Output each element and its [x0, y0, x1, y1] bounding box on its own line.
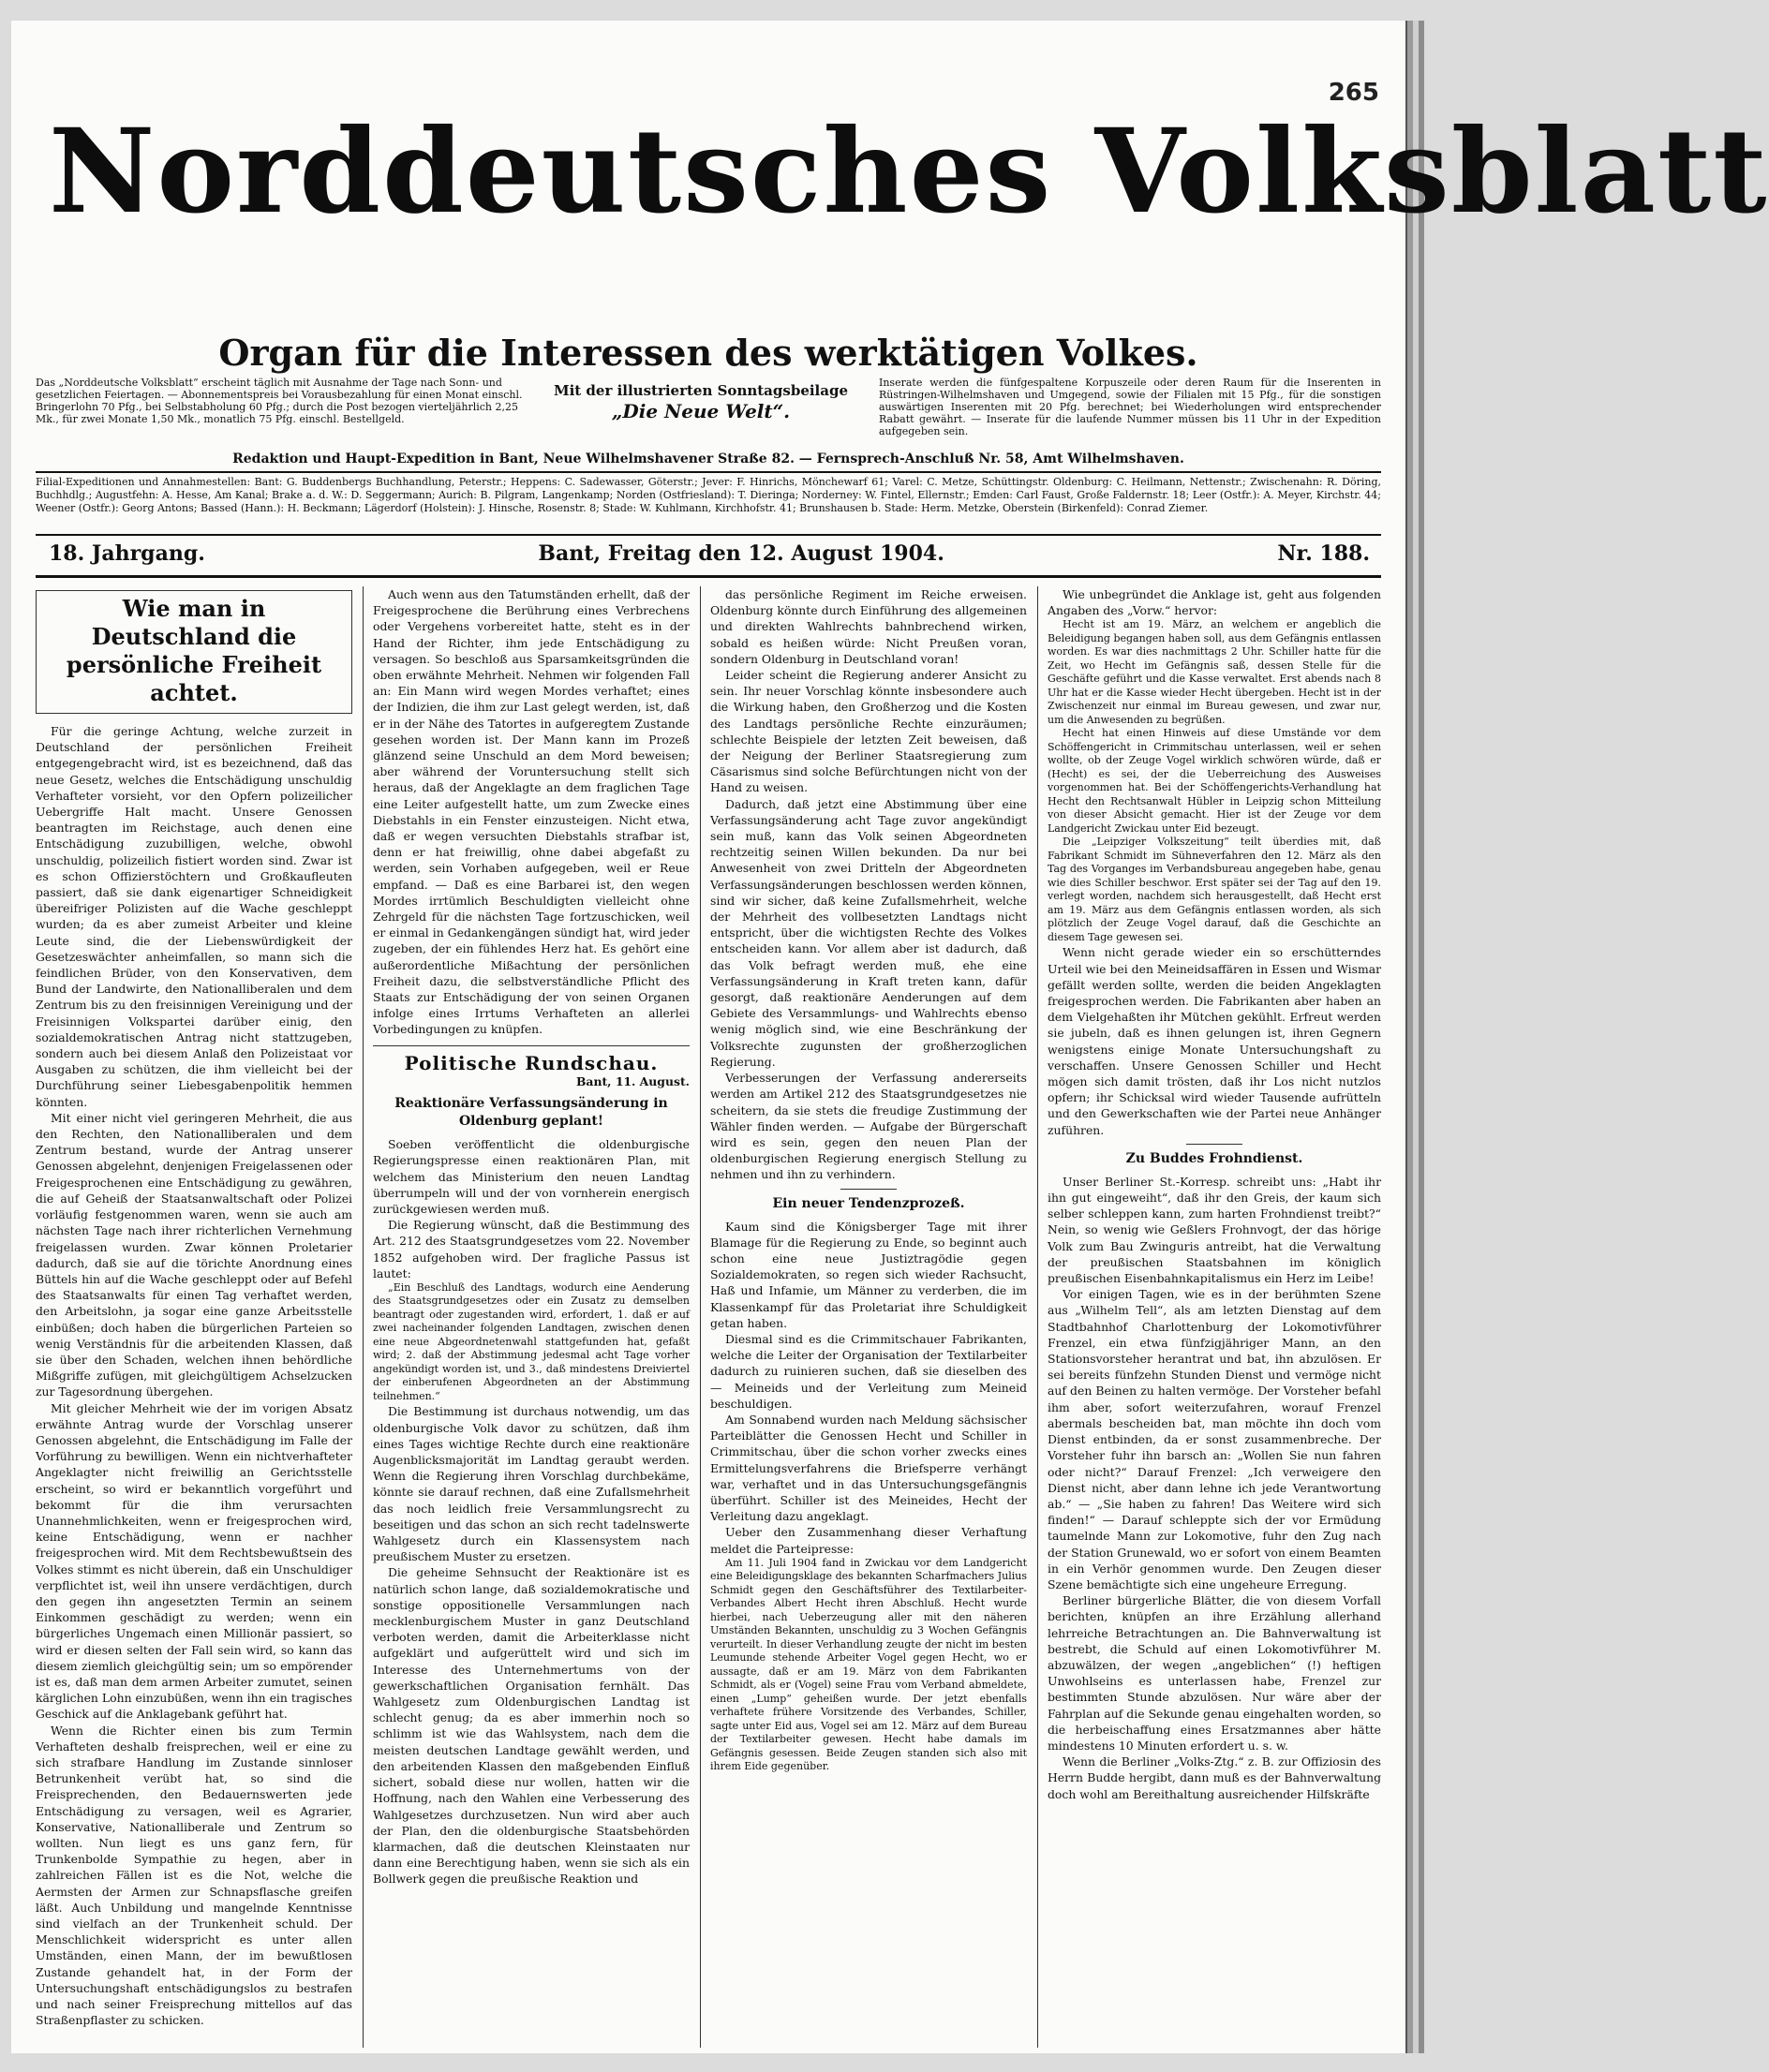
article-quote: Am 11. Juli 1904 fand in Zwickau vor dem Landgericht eine Beleidigungsklage des bekannten Scharfmachers Julius Schmidt gegen den Geschäftsführer des Textilarbeiter-Verbandes Albert Hecht ihren Abschluß. Hecht wurde hierbei, nach Ueberzeugung aller mit den näheren Umständen Bekannten, unschuldig zu 3 Wochen Gefängnis verurteilt. In dieser Verhandlung zeugte der nicht im besten Leumunde stehende Arbeiter Vogel gegen Hecht, wo er aussagte, daß er am 19. März von dem Fabrikanten Schmidt, als er (Vogel) seine Frau vom Verband abmeldete, einen „Lump“ geheißen wurde. Der jetzt ebenfalls verhaftete frühere Vorsitzende des Verbandes, Schiller, sagte unter Eid aus, Vogel sei am 12. März auf dem Bureau der Textilarbeiter gewesen. Hecht habe damals im Gefängnis gesessen. Beide Zeugen standen sich also mit ihrem Eide gegenüber.	[710, 1556, 1027, 1773]
supplement-title: „Die Neue Welt“.	[611, 400, 791, 422]
article-paragraph: das persönliche Regiment im Reiche erweisen. Oldenburg könnte durch Einführung des allgemeinen und direkten Wahlrechts bahnbrechend wirken, sobald es heißen würde: Nicht Preußen voran, sondern Oldenburg in Deutschland voran!	[710, 587, 1027, 666]
article-headline: Wie man in Deutschland die persönliche Freiheit achtet.	[36, 590, 352, 714]
editorial-address: Redaktion und Haupt-Expedition in Bant, Neue Wilhelmshavener Straße 82. — Fernsprech-Anschluß Nr. 58, Amt Wilhelmshaven.	[232, 451, 1184, 466]
archive-stamp: 265	[1328, 79, 1379, 107]
header-divider	[36, 471, 1381, 473]
issue-date: Bant, Freitag den 12. August 1904.	[538, 541, 944, 566]
article-paragraph: Wenn die Richter einen bis zum Termin Verhafteten deshalb freisprechen, weil er eine zu sich strafbare Handlung im Zustande sinnloser Betrunkenheit verübt hat, so sind die Freisprechenden, den Bedauernswerten jede Entschädigung zu versagen, weil es Agrarier, Konservative, Nationalliberale und Zentrum so wollten. Nun liegt es uns ganz fern, für Trunkenbolde Sympathie zu hegen, aber in zahlreichen Fällen ist es die Not, welche die Aermsten der Armen zur Schnapsflasche greifen läßt. Auch Unbildung und mangelnde Kenntnisse sind vielfach an der Trunkenheit schuld. Der Menschlichkeit widerspricht es unter allen Umständen, einen Mann, der im bewußtlosen Zustande gehandelt hat, in der Form der Untersuchungshaft entschädigungslos zu bestrafen und nach seiner Freisprechung mittellos auf das Straßenpflaster zu schicken.	[36, 1723, 352, 2028]
masthead-info-row	[36, 377, 1381, 451]
article-subheading: Zu Buddes Frohndienst.	[1125, 1150, 1303, 1166]
column-divider	[700, 586, 701, 2048]
article-paragraph: Auch wenn aus den Tatumständen erhellt, daß der Freigesprochene die Berührung eines Verbrechens oder Vergehens vorbereitet hatte, steht es in der Hand der Richter, ihm jede Entschädigung zu versagen. So beschloß aus Sparsamkeitsgründen die oben erwähnte Mehrheit. Nehmen wir folgenden Fall an: Ein Mann wird wegen Mordes verhaftet; eines der Indizien, die ihm zur Last gelegt werden, ist, daß er in der Nähe des Tatortes in aufgeregtem Zustande gesehen worden ist. Der Mann kann im Prozeß glänzend seine Unschuld an dem Mord beweisen; aber während der Voruntersuchung stellt sich heraus, daß der Angeklagte an dem fraglichen Tage eine Leiter aufgestellt hatte, um zum Zwecke eines Diebstahls in ein Fenster einzusteigen. Nicht etwa, daß er wegen versuchten Diebstahls strafbar ist, denn er hat freiwillig, ohne dabei abgefaßt zu werden, sein Vorhaben aufgegeben, weil er Reue empfand. — Daß es eine Barbarei ist, den wegen Mordes irrtümlich Beschuldigten vielleicht ohne Zehrgeld für die nächsten Tage fortzuschicken, weil er einmal in Gedankengängen sündigt hat, wird jeder zugeben, der ein fühlendes Herz hat. Es gehört eine außerordentliche Mißachtung der persönlichen Freiheit dazu, die selbstverständliche Pflicht des Staats zur Entschädigung der von seinen Organen infolge eines Irrtums Verhafteten an allerlei Vorbedingungen zu knüpfen.	[373, 587, 690, 1037]
column-1	[36, 586, 352, 2048]
article-paragraph: Verbesserungen der Verfassung andererseits werden am Artikel 212 des Staatsgrundgesetzes nie scheitern, da sie stets die freudige Zustimmung der Wähler finden werden. — Aufgabe der Bürgerschaft wird es sein, gegen den neuen Plan der oldenburgischen Regierung energisch Stellung zu nehmen und ihn zu verhindern.	[710, 1071, 1027, 1182]
column-divider	[363, 586, 364, 2048]
masthead-title: Norddeutsches Volksblatt	[49, 104, 1769, 240]
dateline-top-divider	[36, 534, 1381, 536]
article-paragraph: Diesmal sind es die Crimmitschauer Fabrikanten, welche die Leiter der Organisation der Textilarbeiter dadurch zu ruinieren suchen, daß sie dieselben des — Meineids und der Verleitung zum Meineid beschuldigen.	[710, 1331, 1027, 1411]
subscription-info: Das „Norddeutsche Volksblatt“ erscheint täglich mit Ausnahme der Tage nach Sonn- und gesetzlichen Feiertagen. — Abonnementspreis bei Vorausbezahlung für einen Monat einschl. Bringerlohn 70 Pfg., bei Selbstabholung 60 Pfg.; durch die Post bezogen vierteljährlich 2,25 Mk., für zwei Monate 1,50 Mk., monatlich 75 Pfg. einschl. Bestellgeld.	[36, 377, 523, 425]
article-columns	[36, 586, 1381, 2048]
article-paragraph: Ueber den Zusammenhang dieser Verhaftung meldet die Parteipresse:	[710, 1525, 1027, 1556]
dateline-bottom-divider	[36, 575, 1381, 578]
article-subheading: Ein neuer Tendenzprozeß.	[772, 1195, 965, 1211]
article-paragraph: Leider scheint die Regierung anderer Ansicht zu sein. Ihr neuer Vorschlag könnte insbesondere auch die Wirkung haben, den Großherzog und die Kosten des Landtags persönliche Rechte einzuräumen; schlechte Beispiele der letzten Zeit beweisen, daß der Neigung der Berliner Staatsregierung zum Cäsarismus sind solche Befürchtungen nicht von der Hand zu weisen.	[710, 668, 1027, 795]
article-paragraph: Vor einigen Tagen, wie es in der berühmten Szene aus „Wilhelm Tell“, als am letzten Dienstag auf dem Stadtbahnhof Charlottenburg der Lokomotivführer Frenzel, ein etwa fünfzigjähriger Mann, an den Stationsvorsteher herantrat und bat, ihn abzulösen. Er sei bereits fünfzehn Stunden Dienst und vermöge nicht auf den Beinen zu halten vermöge. Der Vorsteher befahl ihm aber, sofort weiterzufahren, worauf Frenzel abermals bescheiden bat, man möchte ihn doch vom Dienst entbinden, da er sonst zusammenbreche. Der Vorsteher fuhr ihn barsch an: „Wollen Sie nun fahren oder nicht?“ Darauf Frenzel: „Ich verweigere den Dienst nicht, aber dann lehne ich jede Verantwortung ab.“ — „Sie haben zu fahren! Das Weitere wird sich finden!“ — Darauf schleppte sich der vor Ermüdung taumelnde Mann zur Lokomotive, fuhr den Zug nach der Station Grunewald, wo er sofort von einem Beamten in ein Verhör genommen wurde. Den Zeugen dieser Szene bemächtigte sich eine ungeheure Erregung.	[1048, 1287, 1381, 1591]
article-quote: „Ein Beschluß des Landtags, wodurch eine Aenderung des Staatsgrundgesetzes oder ein Zusatz zu demselben beantragt oder zugestanden wird, erfordert, 1. daß er auf zwei nacheinander folgenden Landtagen, zwischen denen eine neue Abgeordnetenwahl stattgefunden hat, gefaßt wird; 2. daß der Abstimmung jedesmal acht Tage vorher angekündigt worden ist, und 3., daß mindestens Dreiviertel der einberufenen Abgeordneten an der Abstimmung teilnehmen.“	[373, 1280, 690, 1402]
article-quote: Hecht ist am 19. März, an welchem er angeblich die Beleidigung begangen haben soll, aus dem Gefängnis entlassen worden. Es war dies nachmittags 2 Uhr. Schiller hatte für die Zeit, wo Hecht im Gefängnis saß, dessen Stelle für die Geschäfte geführt und die Kasse verwaltet. Erst abends nach 8 Uhr hat er die Kasse wieder Hecht übergeben. Hecht ist in der Zwischenzeit nur einmal im Bureau gewesen, und zwar nur, um die Anwesenden zu begrüßen.	[1048, 618, 1381, 726]
newspaper-page	[11, 21, 1769, 2053]
article-subheading: Reaktionäre Verfassungsänderung in Oldenburg geplant!	[394, 1096, 668, 1130]
article-paragraph: Für die geringe Achtung, welche zurzeit in Deutschland der persönlichen Freiheit entgegengebracht wird, ist es bezeichnend, daß das neue Gesetz, welches die Entschädigung unschuldig Verhafteter vorsieht, vor den Opfern polizeilicher Uebergriffe Halt macht. Unsere Genossen beantragten im Reichstage, auch denen eine Entschädigung zuzubilligen, welche, obwohl unschuldig, polizeilich fistiert worden sind. Zwar ist es schon Offizierstöchtern und Großkaufleuten passiert, daß sie dank eigenartiger Schneidigkeit übereifriger Polizisten auf die Wache geschleppt wurden; da es aber zumeist Arbeiter und kleine Leute sind, die der Liebenswürdigkeit der Gesetzeswächter anheimfallen, so mann sich die feindlichen Brüder, von den Konservativen, dem Bund der Landwirte, den Nationalliberalen und dem Zentrum bis zu den freisinnigen Vereinigung und der Freisinnigen Volkspartei darüber einig, den sozialdemokratischen Antrag nicht stattzugeben, sondern auch bei diesem Anlaß den Polizeistaat vor Ausgaben zu schützen, die ihm vielleicht bei der Durchführung seiner Liebesgabenpolitik hemmen könnten.	[36, 724, 352, 1109]
article-quote: Hecht hat einen Hinweis auf diese Umstände vor dem Schöffengericht in Crimmitschau unterlassen, weil er sehen wollte, ob der Zeuge Vogel wirklich schwören würde, daß er (Hecht) es sei, der die Ueberreichung des Ausweises vorgenommen hat. Bei der Schöffengerichts-Verhandlung hat Hecht den Rechtsanwalt Hübler in Leipzig schon Mitteilung von dieser Absicht gemacht. Hier ist der Zeuge vor dem Landgericht Zwickau unter Eid bezeugt.	[1048, 727, 1381, 835]
article-paragraph: Berliner bürgerliche Blätter, die von diesem Vorfall berichten, knüpfen an ihre Erzählung allerhand lehrreiche Betrachtungen an. Die Bahnverwaltung ist bestrebt, die Schuld auf einen Lokomotivführer M. abzuwälzen, der wegen „angeblichen“ (!) heftigen Unwohlseins es unterlassen habe, Frenzel zur bestimmten Stunde abzulösen. Nur wäre aber der Fahrplan auf die Sekunde genau eingehalten worden, so die herbeischaffung eines Ersatzmannes aber hätte mindestens 10 Minuten erfordert u. s. w.	[1048, 1593, 1381, 1753]
issue-number: Nr. 188.	[1277, 541, 1370, 566]
article-paragraph: Mit gleicher Mehrheit wie der im vorigen Absatz erwähnte Antrag wurde der Vorschlag unserer Genossen abgelehnt, die Entschädigung im Falle der Vorführung zu bewilligen. Wenn ein nichtverhafteter Angeklagter nicht freiwillig an Gerichtsstelle erscheint, so wird er bekanntlich vorgeführt und bekommt für die ihm verursachten Unannehmlichkeiten, wenn er freigesprochen wird, keine Entschädigung, wenn er nachher freigesprochen wird. Mit dem Rechtsbewußtsein des Volkes stimmt es nicht überein, daß ein Unschuldiger verpflichtet ist, weil ihn unsere verdächtigen, durch den gegen ihn angesetzten Termin an seinem Einkommen geschädigt zu werden; wenn ein bürgerliches Ungemach einen Millionär passiert, so wird er diesen selten der Fall sein wird, so kann das diesem ziemlich gleichgültig sein; um so empörender ist es, daß man dem armen Arbeiter zumutet, seinen kärglichen Lohn einzubüßen, wenn ihn ein tragisches Geschick auf die Anklagebank geführt hat.	[36, 1400, 352, 1722]
article-paragraph: Unser Berliner St.-Korresp. schreibt uns: „Habt ihr ihn gut eingeweiht“, daß ihr den Greis, der kaum sich selber schleppen kann, zum harten Frohndienst treibt?“ Nein, so wenig wie Geßlers Frohnvogt, der das hörige Volk zum Bau Zwinguris antreibt, hat die Verwaltung der preußischen Staatsbahnen im königlich preußischen Eisenbahnkapitalismus ein Herz im Leibe!	[1048, 1174, 1381, 1286]
column-3	[710, 586, 1027, 2048]
column-2	[373, 586, 690, 2048]
article-paragraph: Soeben veröffentlicht die oldenburgische Regierungspresse einen reaktionären Plan, mit welchem das Ministerium den neuen Landtag überrumpeln will und der von vornherein energisch zurückgewiesen werden muß.	[373, 1137, 690, 1216]
dateline	[49, 541, 1370, 566]
section-dateline: Bant, 11. August.	[575, 1073, 690, 1088]
article-paragraph: Die Bestimmung ist durchaus notwendig, um das oldenburgische Volk davor zu schützen, daß ihm eines Tages wichtige Rechte durch eine reaktionäre Augenblicksmajorität im Landtag geraubt werden. Wenn die Regierung ihren Vorschlag durchbekäme, könnte sie darauf rechnen, daß eine Zufallsmehrheit das noch leidlich freie Versammlungsrecht zu beseitigen und das schon an sich recht tadelnswerte Wahlgesetz durch ein Klassensystem nach preußischem Muster zu ersetzen.	[373, 1404, 690, 1564]
article-paragraph: Kaum sind die Königsberger Tage mit ihrer Blamage für die Regierung zu Ende, so beginnt auch schon eine neue Justiztragödie gegen Sozialdemokraten, so regen sich wieder Rachsucht, Haß und Infamie, um Männer zu verderben, die im Klassenkampf für das Proletariat ihre Schuldigkeit getan haben.	[710, 1219, 1027, 1330]
supplement-info	[523, 377, 879, 451]
supplement-line: Mit der illustrierten Sonntagsbeilage	[553, 382, 849, 399]
article-paragraph: Mit einer nicht viel geringeren Mehrheit, die aus den Rechten, den Nationalliberalen und dem Zentrum bestand, wurde der Antrag unserer Genossen abgelehnt, denjenigen Freigelassenen oder Freigesprochenen eine Entschädigung zu gewähren, die auf Geheiß der Staatsanwaltschaft oder Polizei vorläufig festgenommen waren, wenn sie auch am nächsten Tage nach ihrer richterlichen Vernehmung freigelassen wurden. Zwar können Proletarier dadurch, daß sie auf die törichte Anordnung eines Büttels hin auf die Wache geschleppt oder auf Befehl des Staatsanwalts für einen Tag verhaftet werden, den Arbeitslohn, ja sogar eine ganze Arbeitsstelle einbüßen; doch haben die bürgerlichen Parteien so wenig Verständnis für die arbeitenden Klassen, daß sie über den Schaden, welchen ihnen behördliche Mißgriffe zufügen, mit gleichgültigem Achselzucken zur Tagesordnung übergehen.	[36, 1110, 352, 1399]
branch-offices: Filial-Expeditionen und Annahmestellen: Bant: G. Buddenbergs Buchhandlung, Peterstr.; Heppens: C. Sadewasser, Göterstr.; Jever: F. Hinrichs, Mönchewarf 61; Varel: C. Metze, Schüttingstr. Oldenburg: C. Heilmann, Nettenstr.; Zwischenahn: R. Döring, Buchhdlg.; Augustfehn: A. Hesse, Am Kanal; Brake a. d. W.: D. Seggermann; Aurich: B. Pilgram, Langenkamp; Norden (Ostfriesland): T. Dieringa; Norderney: W. Fintel, Ellernstr.; Emden: Carl Faust, Große Faldernstr. 18; Leer (Ostfr.): A. Meyer, Kirchstr. 44; Weener (Ostfr.): Georg Antons; Bassed (Hann.): H. Beckmann; Lägerdorf (Holstein): J. Hinsche, Rosenstr. 8; Stade: W. Kuhlmann, Kirchhofstr. 41; Brunshausen b. Stade: Herm. Metzke, Oberstein (Birkenfeld): Conrad Ziemer.	[36, 476, 1381, 514]
article-paragraph: Dadurch, daß jetzt eine Abstimmung über eine Verfassungsänderung acht Tage zuvor angekündigt sein muß, kann das Volk seinen Abgeordneten rechtzeitig seinen Willen bekunden. Da nur bei Anwesenheit von zwei Dritteln der Abgeordneten Verfassungsänderungen beschlossen werden können, sind wir sicher, daß keine Zufallsmehrheit, welche der Mehrheit des vollbesetzten Landtags nicht entspricht, über die wichtigsten Rechte des Volkes entscheiden kann. Vor allem aber ist dadurch, daß das Volk befragt werden muß, ehe eine Verfassungsänderung in Kraft treten kann, dafür gesorgt, daß reaktionäre Aenderungen auf dem Gebiete des Versammlungs- und Wahlrechts ebenso wenig möglich sind, wie eine Beschränkung der Volksrechte zugunsten der großherzoglichen Regierung.	[710, 796, 1027, 1069]
article-quote: Die „Leipziger Volkszeitung“ teilt überdies mit, daß Fabrikant Schmidt im Sühneverfahren den 12. März als den Tag des Vorganges im Verbandsbureau angegeben habe, genau wie dies Schiller beschwor. Erst später sei der Tag auf den 19. verlegt worden, nachdem sich herausgestellt, daß Hecht erst am 19. März aus dem Gefängnis entlassen worden, als sich plötzlich der Zeuge Vogel darauf, daß die Geschichte an diesem Tage gewesen sei.	[1048, 836, 1381, 943]
section-title: Politische Rundschau.	[404, 1051, 659, 1074]
article-divider	[840, 1189, 897, 1190]
advertising-info: Inserate werden die fünfgespaltene Korpuszeile oder deren Raum für die Inserenten in Rüstringen-Wilhelmshaven und Umgegend, sowie der Filialen mit 15 Pfg., für die sonstigen auswärtigen Inserenten mit 20 Pfg. berechnet; bei Wiederholungen wird entsprechender Rabatt gewährt. — Inserate für die laufende Nummer müssen bis 11 Uhr in der Expedition aufgegeben sein.	[879, 377, 1381, 437]
article-paragraph: Wie unbegründet die Anklage ist, geht aus folgenden Angaben des „Vorw.“ hervor:	[1048, 587, 1381, 618]
section-divider	[373, 1045, 690, 1046]
volume-number: 18. Jahrgang.	[49, 541, 205, 566]
article-divider	[1186, 1144, 1242, 1145]
article-paragraph: Wenn die Berliner „Volks-Ztg.“ z. B. zur Offiziosin des Herrn Budde hergibt, dann muß es der Bahnverwaltung doch wohl am Bereithaltung ausreichender Hilfskräfte	[1048, 1754, 1381, 1801]
article-paragraph: Die geheime Sehnsucht der Reaktionäre ist es natürlich schon lange, daß sozialdemokratische und sonstige oppositionelle Versammlungen nach mecklenburgischem Muster in ganz Deutschland verboten werden, damit die Arbeiterklasse nicht aufgeklärt und aufgerüttelt wird und sich im Interesse des Unternehmertums von der gewerkschaftlichen Organisation fernhält. Das Wahlgesetz zum Oldenburgischen Landtag ist schlecht genug; da es aber immerhin noch so schlimm ist wie das Wahlsystem, nach dem die meisten deutschen Landtage gewählt werden, und den arbeitenden Klassen den maßgebenden Einfluß sichert, sobald diese nur wollen, hatten wir die Hoffnung, nach den Wahlen eine Verbesserung des Wahlgesetzes durchzusetzen. Nun wird aber auch der Plan, den die oldenburgische Staatsbehörden klarmachen, daß die deutschen Kleinstaaten nur dann eine Berechtigung haben, wenn sie sich als ein Bollwerk gegen die preußische Reaktion und	[373, 1565, 690, 1887]
masthead-subtitle: Organ für die Interessen des werktätigen Volkes.	[218, 332, 1198, 374]
article-paragraph: Am Sonnabend wurden nach Meldung sächsischer Parteiblätter die Genossen Hecht und Schiller in Crimmitschau, über die schon vorher zwecks eines Ermittelungsverfahrens die Briefsperre verhängt war, verhaftet und in das Untersuchungsgefängnis überführt. Schiller ist des Meineides, Hecht der Verleitung dazu angeklagt.	[710, 1412, 1027, 1524]
article-paragraph: Wenn nicht gerade wieder ein so erschütterndes Urteil wie bei den Meineidsaffären in Essen und Wismar gefällt werden sollte, werden die beiden Angeklagten freigesprochen werden. Die Fabrikanten aber haben an dem Vielgehaßten ihr Mütchen gekühlt. Erfreut werden sie jubeln, daß es ihnen gelungen ist, ihren Gegnern wenigstens einige Monate Untersuchungshaft zu verschaffen. Unsere Genossen Schiller und Hecht mögen sich damit trösten, daß ihr Los nicht nutzlos opfern; ihr Schicksal wird wieder Tausende aufrütteln und den Gewerkschaften wie der Partei neue Anhänger zuführen.	[1048, 945, 1381, 1137]
column-4	[1048, 586, 1381, 2048]
column-divider	[1037, 586, 1038, 2048]
article-paragraph: Die Regierung wünscht, daß die Bestimmung des Art. 212 des Staatsgrundgesetzes vom 22. November 1852 aufgehoben wird. Der fragliche Passus ist lautet:	[373, 1218, 690, 1280]
